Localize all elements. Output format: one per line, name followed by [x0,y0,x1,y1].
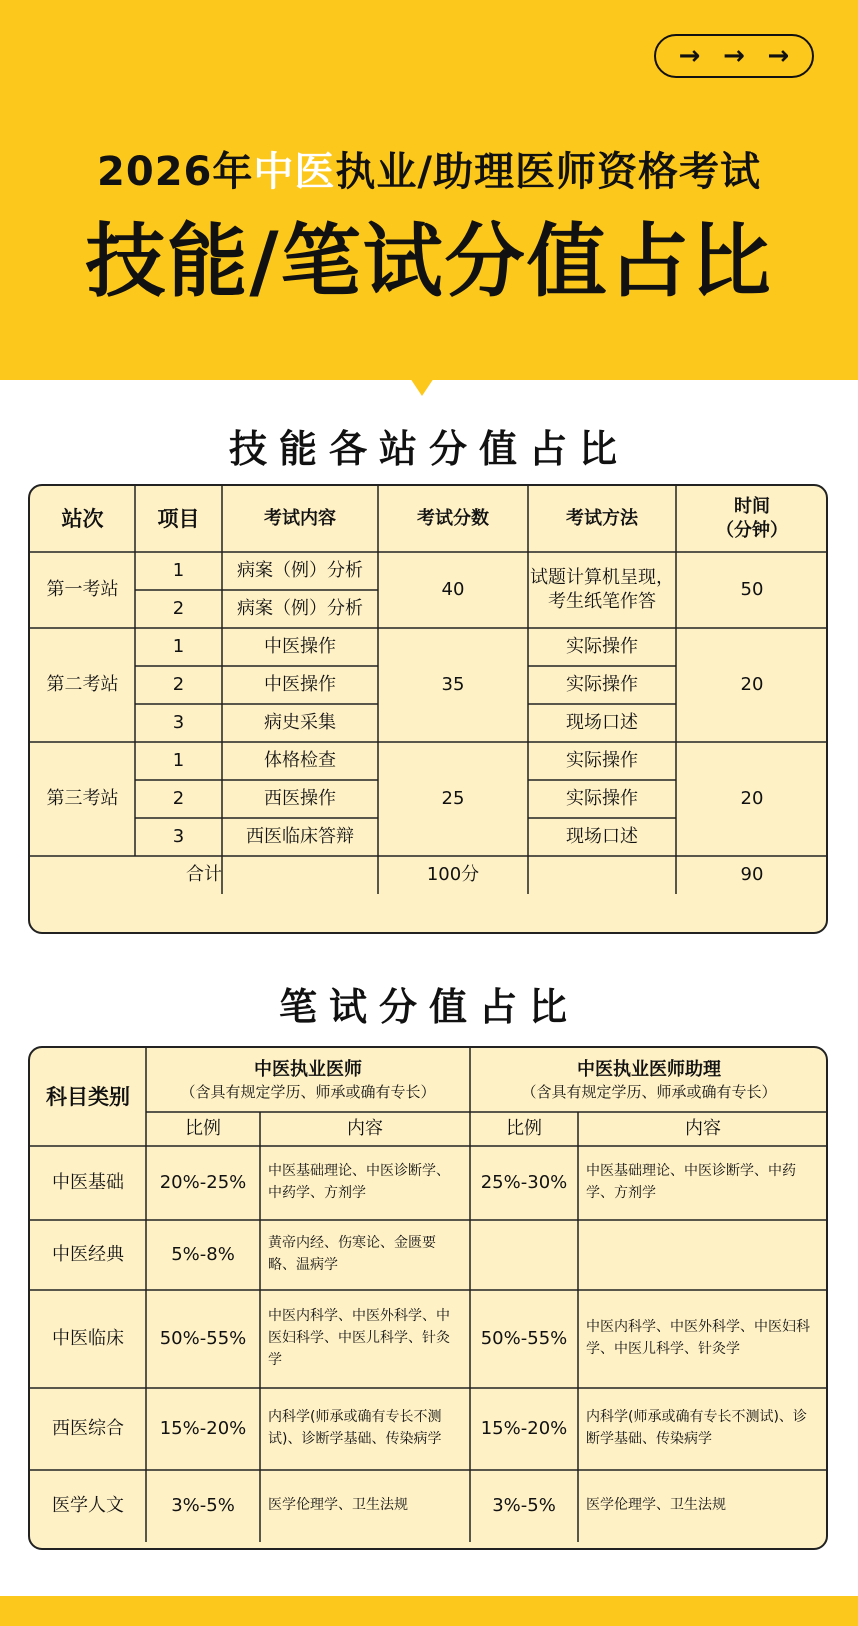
subtitle-year: 2026年 [97,149,254,195]
station-method: 实际操作 [566,635,638,657]
arrow-right-icon: → [767,41,790,71]
station-method: 实际操作 [566,749,638,771]
item-number: 2 [172,597,185,619]
assistant-ratio [470,1220,578,1290]
physician-ratio: 20%-25% [159,1171,247,1193]
physician-content: 中医内科学、中医外科学、中医妇科学、中医儿科学、针灸学 [268,1308,450,1368]
assistant-note: （含具有规定学历、师承或确有专长） [521,1083,777,1102]
total-label: 合计 [186,863,222,885]
assistant-title: 中医执业医师助理 [577,1058,721,1080]
header-pointer [410,378,434,396]
assistant-content [578,1220,828,1290]
station-time: 20 [740,787,764,809]
item-content: 病案（例）分析 [237,597,363,619]
physician-title: 中医执业医师 [254,1058,362,1080]
physician-content: 黄帝内经、伤寒论、金匮要略、温病学 [268,1235,436,1273]
subtitle-highlight: 中医 [253,149,336,195]
col-header-physician [146,1048,470,1112]
station-method: 现场口述 [566,711,638,733]
assistant-content: 中医内科学、中医外科学、中医妇科学、中医儿科学、针灸学 [586,1319,810,1357]
subject-name: 中医基础 [52,1171,124,1193]
col-header-ratio: 比例 [506,1117,542,1139]
item-number: 1 [172,749,185,771]
item-number: 2 [172,787,185,809]
subtitle-rest: 执业/助理医师资格考试 [335,149,761,195]
col-header-method: 考试方法 [566,507,638,529]
station-method: 现场口述 [566,825,638,847]
station-score: 25 [441,787,465,809]
station-method: 实际操作 [566,673,638,695]
station-score: 40 [441,578,465,600]
station-method: 试题计算机呈现， 考生纸笔作答 [530,566,674,612]
col-header-subject: 科目类别 [46,1084,130,1109]
arrow-right-icon: → [678,41,701,71]
physician-ratio: 5%-8% [171,1243,235,1265]
col-header-assistant [470,1048,828,1112]
assistant-ratio: 15%-20% [480,1417,568,1439]
subject-name: 中医经典 [52,1243,124,1265]
arrow-right-icon: → [723,41,745,71]
footer-bar [0,1596,858,1626]
item-number: 2 [172,673,185,695]
assistant-content: 中医基础理论、中医诊断学、中药学、方剂学 [586,1163,796,1201]
col-header-content: 内容 [685,1117,721,1139]
item-content: 体格检查 [264,749,336,771]
subject-name: 医学人文 [52,1494,124,1516]
item-content: 西医操作 [264,787,336,809]
assistant-ratio: 50%-55% [480,1327,568,1349]
station-name: 第三考站 [46,787,119,809]
col-header-score: 考试分数 [417,507,489,529]
assistant-ratio: 3%-5% [492,1494,556,1516]
item-number: 1 [172,559,185,581]
arrows-badge [654,34,814,78]
item-number: 3 [172,825,185,847]
skill-table [28,484,828,934]
subject-name: 西医综合 [52,1417,124,1439]
item-content: 病案（例）分析 [237,559,363,581]
col-header-station: 站次 [61,506,104,531]
col-header-content: 内容 [347,1117,383,1139]
item-number: 3 [172,711,185,733]
physician-note: （含具有规定学历、师承或确有专长） [180,1083,436,1102]
physician-ratio: 50%-55% [159,1327,247,1349]
page-title: 技能/笔试分值占比 [85,215,773,308]
station-score: 35 [441,673,465,695]
station-time: 50 [740,578,764,600]
item-content: 中医操作 [264,635,336,657]
physician-content: 中医基础理论、中医诊断学、中药学、方剂学 [268,1163,450,1201]
total-score: 100分 [426,863,480,885]
physician-content: 内科学(师承或确有专长不测试)、诊断学基础、传染病学 [268,1409,442,1447]
physician-ratio: 15%-20% [159,1417,247,1439]
physician-ratio: 3%-5% [171,1494,235,1516]
col-header-time: 时间 （分钟） [716,495,788,541]
col-header-ratio: 比例 [185,1117,221,1139]
subject-name: 中医临床 [52,1327,124,1349]
physician-content: 医学伦理学、卫生法规 [268,1497,408,1514]
page-subtitle [0,140,858,197]
item-content: 中医操作 [264,673,336,695]
skill-section-title: 技能各站分值占比 [228,427,629,471]
col-header-content: 考试内容 [264,507,336,529]
station-name: 第一考站 [46,578,119,600]
assistant-ratio: 25%-30% [480,1171,568,1193]
assistant-content: 医学伦理学、卫生法规 [586,1497,726,1514]
item-content: 病史采集 [264,711,336,733]
station-method: 实际操作 [566,787,638,809]
item-number: 1 [172,635,185,657]
total-time: 90 [740,863,764,885]
written-section-title: 笔试分值占比 [278,985,579,1029]
station-name: 第二考站 [46,673,119,695]
assistant-content: 内科学(师承或确有专长不测试)、诊断学基础、传染病学 [586,1409,807,1447]
col-header-item: 项目 [157,506,200,531]
item-content: 西医临床答辩 [246,825,354,847]
written-table [28,1046,828,1550]
station-time: 20 [740,673,764,695]
